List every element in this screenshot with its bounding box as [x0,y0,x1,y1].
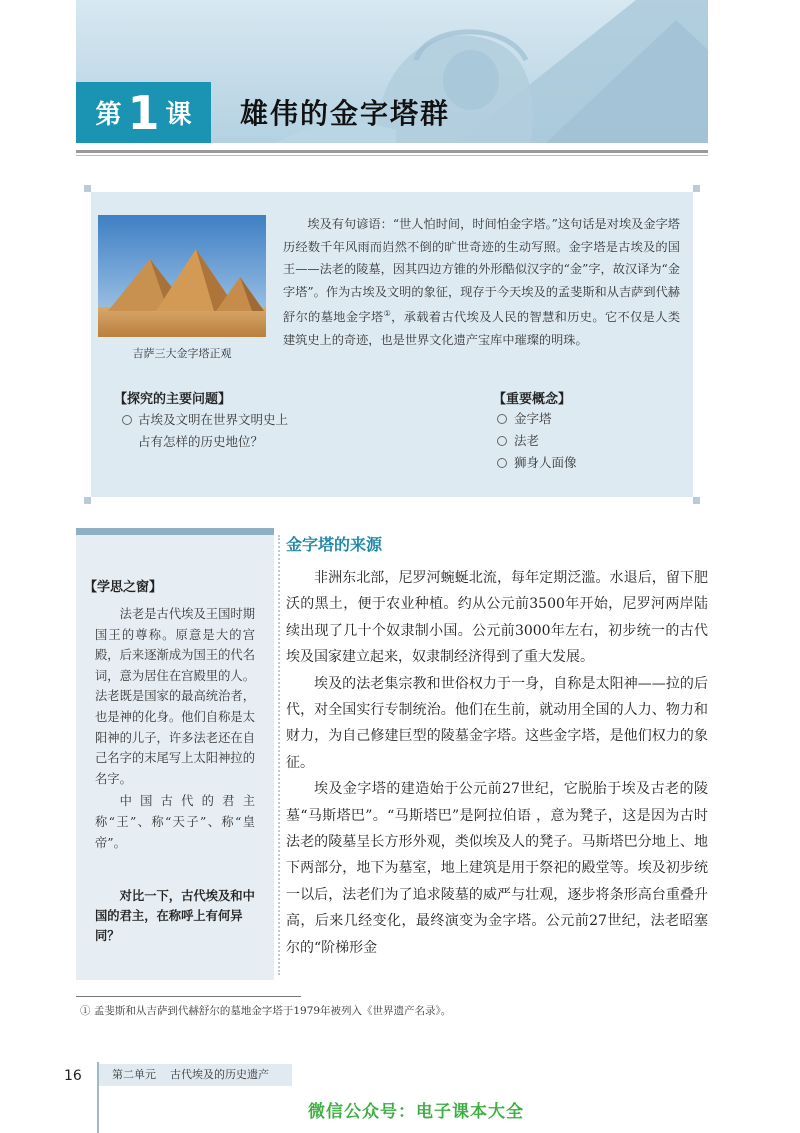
concept-list [497,408,577,474]
body-paragraph: 非洲东北部，尼罗河蜿蜒北流，每年定期泛滥。水退后，留下肥沃的黑土，便于农业种植。约从公元前3500年开始，尼罗河两岸陆续出现了几十个奴隶制小国。公元前3000年左右，初步统一的古代埃及国家建立起来，奴隶制经济得到了重大发展。 [286,570,708,666]
sidebar-heading: 【学思之窗】 [84,580,163,595]
concepts-heading: 【重要概念】 [493,392,572,407]
circle-bullet-icon [497,436,507,446]
header-rule [76,150,708,153]
body-paragraph: 埃及的法老集宗教和世俗权力于一身，自称是太阳神——拉的后代，对全国实行专制统治。他们在生前，就动用全国的人力、物力和财力，为自己修建巨型的陵墓金字塔。这些金字塔，是他们权力的象征。 [286,675,708,771]
sidebar-body [95,604,255,853]
page-number: 16 [64,1068,82,1084]
body-paragraph: 埃及金字塔的建造始于公元前27世纪，它脱胎于埃及古老的陵墓“马斯塔巴”。“马斯塔巴”是阿拉伯语 ，意为凳子，这是因为古时法老的陵墓呈长方形外观，类似埃及人的凳子。马斯塔巴分地上、地下两部分，地下为墓室，地上建筑是用于祭祀的殿堂等。埃及初步统一以后，法老们为了追求陵墓的威严与壮观，逐步将条形高台重叠升高，后来几经变化，最终演变为金字塔。公元前27世纪，法老昭塞尔的“阶梯形金 [286,781,708,956]
concept-label: 法老 [514,433,540,448]
footer-unit-label [99,1064,292,1086]
sidebar-top-bar [76,528,274,535]
sidebar-paragraph: 中国古代的君主称“王”、称“天子”、称“皇帝”。 [95,794,255,850]
circle-bullet-icon [122,415,132,425]
issues-heading: 【探究的主要问题】 [114,392,232,407]
lesson-title: 雄伟的金字塔群 [240,97,451,130]
unit-label: 第二单元 [112,1068,156,1081]
sidebar-question: 对比一下，古代埃及和中国的君主，在称呼上有何异同？ [95,889,255,943]
pyramids-photo [98,215,266,337]
footnote: ① 孟斐斯和从吉萨到代赫舒尔的墓地金字塔于1979年被列入《世界遗产名录》。 [80,1005,452,1017]
concept-label: 狮身人面像 [514,455,577,470]
footnote-ref[interactable]: ① [383,309,392,318]
photo-caption: 吉萨三大金字塔正观 [132,347,232,360]
lesson-prefix: 第 [95,100,122,130]
corner-square [693,497,700,504]
footnote-rule [76,996,301,997]
lesson-number-badge [76,82,211,143]
concept-item [497,452,577,474]
concept-label: 金字塔 [514,411,552,426]
pyramids-image [98,215,266,337]
intro-paragraph [283,213,680,351]
circle-bullet-icon [497,414,507,424]
intro-text-start: 埃及有句谚语：“世人怕时间，时间怕金字塔。”这句话是对埃及金字塔历经数千年风雨而岿然不倒的旷世奇迹的生动写照。金字塔是古埃及的国王——法老的陵墓，因其四边方锥的外形酷似汉字的“金”字，故汉译为“金字塔”。作为古埃及文明的象征，现存于今天埃及的孟斐斯和从吉萨到代赫舒尔的墓地金字塔 [283,217,680,325]
section-title: 金字塔的来源 [286,535,383,554]
corner-square [84,185,91,192]
intro-text-end: ，承载着古代埃及人民的智慧和历史。它不仅是人类建筑史上的奇迹，也是世界文化遗产宝库中璀璨的明珠。 [283,310,681,347]
corner-square [693,185,700,192]
concept-item [497,430,577,452]
issue-line-1: 古埃及文明在世界文明史上 [138,412,289,427]
corner-square [84,497,91,504]
unit-title: 古代埃及的历史遗产 [170,1068,269,1081]
lesson-number: 1 [127,85,160,140]
sidebar-divider [278,535,280,975]
lesson-suffix: 课 [165,100,192,130]
issue-item [122,409,332,453]
main-text [286,565,708,961]
header-rule-thin [76,155,708,156]
concept-item [497,408,577,430]
issue-line-2: 占有怎样的历史地位？ [138,434,264,449]
sidebar-paragraph: 法老是古代埃及王国时期国王的尊称。原意是大的宫殿，后来逐渐成为国王的代名词，意为居住在宫殿里的人。法老既是国家的最高统治者，也是神的化身。他们自称是太阳神的儿子，许多法老还在自己名字的末尾写上太阳神拉的名字。 [95,607,255,786]
watermark-text: 微信公众号：电子课本大全 [308,1102,524,1122]
circle-bullet-icon [497,458,507,468]
